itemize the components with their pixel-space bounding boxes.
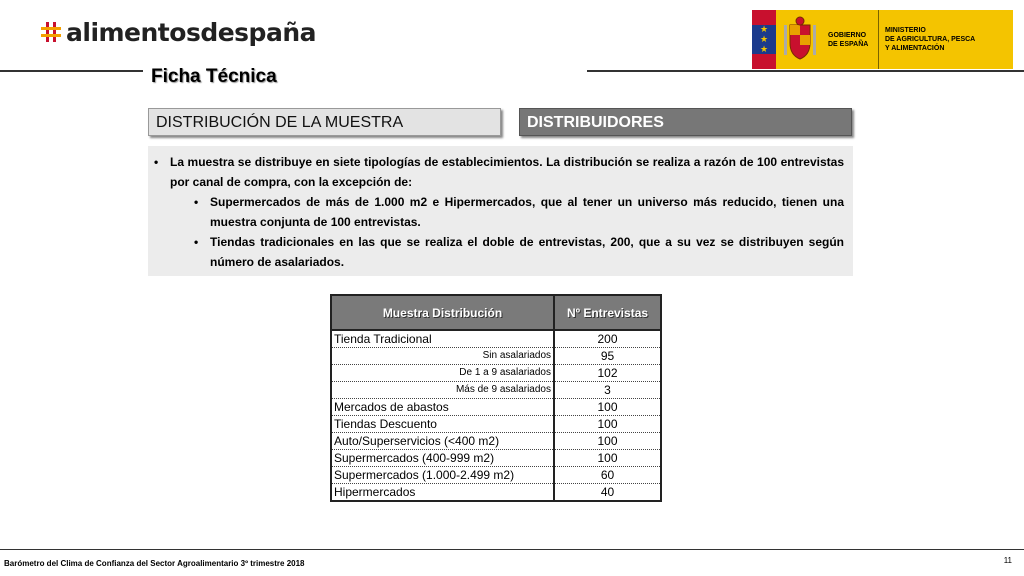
alimentos-de-espana-logo [40,16,316,48]
row-value: 40 [600,485,615,499]
row-value: 95 [554,348,660,365]
row-value: 200 [554,330,660,348]
page-number: 11 [1003,556,1012,565]
row-value: 60 [554,467,660,484]
sample-distribution-table [330,294,662,502]
table-row [332,467,660,484]
table-row [332,330,660,348]
row-value: 100 [554,416,660,433]
bullet-sub-2 [194,232,844,272]
bullet-dot-icon: • [154,155,159,169]
row-label: Auto/Superservicios (<400 m2) [332,433,554,450]
bullet-sub-2-text: Tiendas tradicionales en las que se realiza el doble de entrevistas, 200, que a su vez se distribuyen según número de asalariados. [210,235,844,269]
title-rule-left [0,70,143,72]
page-title: Ficha Técnica [151,66,277,87]
table-row [332,399,660,416]
bullet-dot-icon: • [194,195,199,209]
row-value: 100 [554,399,660,416]
row-label: Tiendas Descuento [332,416,554,433]
row-label: Más de 9 asalariados [332,382,554,399]
row-label: Supermercados (400-999 m2) [332,450,554,467]
row-label: Tienda Tradicional [332,330,554,348]
gobierno-ministerio-logo [752,10,1013,69]
hash-icon [40,21,62,43]
table-row [332,484,660,501]
section-distribuidores: DISTRIBUIDORES [519,108,852,136]
row-label: Mercados de abastos [332,399,554,416]
row-label: De 1 a 9 asalariados [332,365,554,382]
row-label: Hipermercados [332,484,554,501]
header-num-entrevistas: Nº Entrevistas [554,296,660,330]
bullet-sub-1-text: Supermercados de más de 1.000 m2 e Hipermercados, que al tener un universo más reducido, tienen una muestra conjunta de 100 entrevistas. [210,195,844,229]
header-muestra-distribucion: Muestra Distribución [332,296,554,330]
row-label: Sin asalariados [332,348,554,365]
table-row [332,450,660,467]
table-row [332,365,660,382]
bullet-dot-icon: • [194,235,199,249]
eu-flag-icon: ★ ★ ★ [752,10,776,69]
description-box [148,146,853,276]
section-distribucion-muestra: DISTRIBUCIÓN DE LA MUESTRA [148,108,501,136]
row-value: 102 [554,365,660,382]
bullet-sub-1 [194,192,844,232]
coat-of-arms-icon [776,10,824,69]
table-row [332,382,660,399]
ministerio-text: MINISTERIO DE AGRICULTURA, PESCA Y ALIMENTACIÓN [885,27,976,52]
row-value: 3 [554,382,660,399]
table-row [332,416,660,433]
footer-text: Barómetro del Clima de Confianza del Sector Agroalimentario 3º trimestre 2018 [4,559,305,568]
gobierno-text: GOBIERNO DE ESPAÑA [824,10,879,69]
row-value: 100 [554,450,660,467]
row-label: Supermercados (1.000-2.499 m2) [332,467,554,484]
table-header-row [332,296,660,330]
table-row [332,348,660,365]
footer-rule [0,549,1024,550]
bullet-main [154,152,844,192]
title-rule-right [587,70,1024,72]
bullet-main-text: La muestra se distribuye en siete tipologías de establecimientos. La distribución se realiza a razón de 100 entrevistas por canal de compra, con la excepción de: [170,155,844,189]
logo-text: alimentosdespaña [66,17,316,47]
row-value: 100 [554,433,660,450]
table-row [332,433,660,450]
